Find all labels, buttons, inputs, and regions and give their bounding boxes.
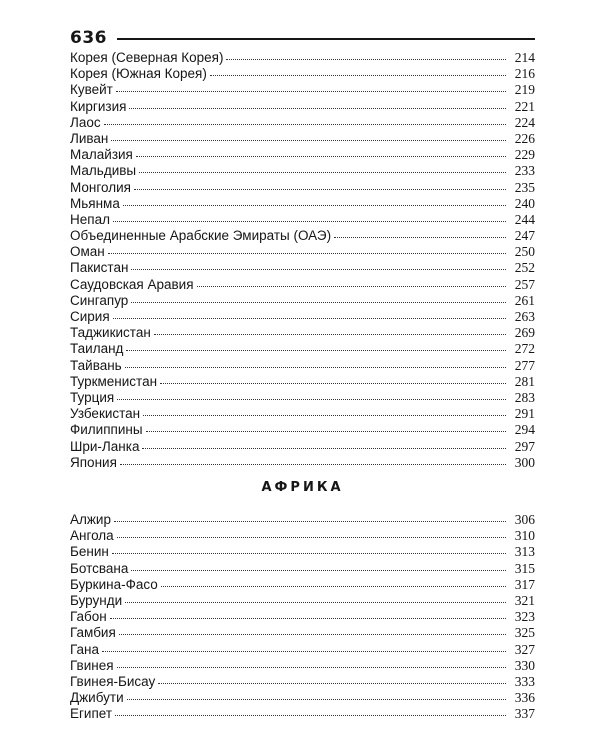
dot-leader <box>131 257 506 270</box>
dot-leader <box>113 209 506 222</box>
entry-page-number: 269 <box>514 325 535 341</box>
entry-page-number: 240 <box>514 195 535 211</box>
dot-leader <box>131 558 506 571</box>
entry-page-number: 261 <box>514 292 535 308</box>
entry-title: Киргизия <box>70 98 127 114</box>
entry-page-number: 214 <box>514 50 535 65</box>
entry-page-number: 323 <box>514 609 535 625</box>
entry-page-number: 221 <box>514 98 535 114</box>
entry-page-number: 297 <box>514 438 535 454</box>
entry-title: Бурунди <box>70 592 123 608</box>
entry-title: Таджикистан <box>70 325 151 341</box>
entry-title: Гамбия <box>70 625 116 641</box>
entry-page-number: 315 <box>514 560 535 576</box>
dot-leader <box>108 241 506 254</box>
entry-page-number: 257 <box>514 276 535 292</box>
entry-page-number: 252 <box>514 260 535 276</box>
entry-page-number: 250 <box>514 244 535 260</box>
entry-title: Монголия <box>70 179 131 195</box>
entry-title: Мьянма <box>70 195 120 211</box>
entry-title: Таиланд <box>70 341 124 357</box>
entry-page-number: 291 <box>514 406 535 422</box>
dot-leader <box>134 177 506 190</box>
entry-title: Ботсвана <box>70 560 129 576</box>
dot-leader <box>334 225 506 238</box>
header-rule <box>117 38 535 40</box>
entry-title: Пакистан <box>70 260 129 276</box>
entry-title: Гвинея-Бисау <box>70 673 156 689</box>
entry-title: Буркина-Фасо <box>70 576 158 592</box>
entry-title: Корея (Южная Корея) <box>70 66 207 82</box>
entry-page-number: 300 <box>514 454 535 470</box>
entry-page-number: 233 <box>514 163 535 179</box>
entry-page-number: 283 <box>514 389 535 405</box>
entry-page-number: 337 <box>514 706 535 722</box>
entry-title: Мальдивы <box>70 163 137 179</box>
entry-title: Малайзия <box>70 147 133 163</box>
page-number: 636 <box>70 27 107 48</box>
dot-leader <box>112 541 506 554</box>
entry-title: Лаос <box>70 114 101 130</box>
toc-list-asia <box>70 49 535 470</box>
entry-page-number: 336 <box>514 690 535 706</box>
dot-leader <box>210 63 506 76</box>
entry-title: Джибути <box>70 690 124 706</box>
entry-page-number: 247 <box>514 228 535 244</box>
section-heading-africa: АФРИКА <box>261 480 344 495</box>
dot-leader <box>146 419 506 432</box>
dot-leader <box>127 687 506 700</box>
entry-title: Филиппины <box>70 422 143 438</box>
dot-leader <box>129 96 506 109</box>
dot-leader <box>115 703 506 716</box>
dot-leader <box>117 525 506 538</box>
dot-leader <box>120 452 506 465</box>
entry-title: Сингапур <box>70 292 129 308</box>
dot-leader <box>110 606 506 619</box>
entry-title: Сирия <box>70 309 110 324</box>
dot-leader <box>113 306 506 319</box>
entry-title: Габон <box>70 609 107 625</box>
entry-title: Ливан <box>70 130 109 146</box>
entry-title: Япония <box>70 454 117 470</box>
dot-leader <box>226 47 506 60</box>
entry-title: Гана <box>70 641 100 657</box>
dot-leader <box>136 144 506 157</box>
toc-entry[interactable] <box>70 454 535 470</box>
entry-page-number: 306 <box>514 512 535 527</box>
dot-leader <box>117 655 506 668</box>
dot-leader <box>125 355 506 368</box>
entry-title: Тайвань <box>70 357 122 373</box>
dot-leader <box>142 436 506 449</box>
dot-leader <box>119 622 506 635</box>
entry-title: Египет <box>70 706 113 722</box>
entry-page-number: 313 <box>514 544 535 560</box>
entry-page-number: 317 <box>514 576 535 592</box>
dot-leader <box>143 403 506 416</box>
entry-page-number: 333 <box>514 673 535 689</box>
entry-page-number: 226 <box>514 130 535 146</box>
dot-leader <box>160 371 506 384</box>
entry-title: Узбекистан <box>70 406 141 422</box>
entry-page-number: 321 <box>514 592 535 608</box>
entry-page-number: 330 <box>514 657 535 673</box>
entry-page-number: 327 <box>514 641 535 657</box>
entry-title: Гвинея <box>70 657 114 673</box>
entry-title: Бенин <box>70 544 109 560</box>
entry-title: Саудовская Аравия <box>70 276 194 292</box>
dot-leader <box>111 128 506 141</box>
dot-leader <box>161 574 506 587</box>
dot-leader <box>102 639 506 652</box>
entry-page-number: 216 <box>514 66 535 82</box>
entry-title: Кувейт <box>70 82 113 98</box>
entry-page-number: 229 <box>514 147 535 163</box>
dot-leader <box>104 112 506 125</box>
entry-page-number: 263 <box>514 309 535 324</box>
entry-page-number: 281 <box>514 373 535 389</box>
entry-page-number: 294 <box>514 422 535 438</box>
dot-leader <box>139 160 506 173</box>
dot-leader <box>117 387 506 400</box>
entry-page-number: 224 <box>514 114 535 130</box>
dot-leader <box>125 590 506 603</box>
entry-title: Ангола <box>70 528 114 544</box>
entry-page-number: 235 <box>514 179 535 195</box>
dot-leader <box>126 338 506 351</box>
entry-title: Турция <box>70 389 115 405</box>
dot-leader <box>131 290 506 303</box>
toc-list-africa <box>70 511 535 721</box>
entry-title: Корея (Северная Корея) <box>70 50 224 65</box>
entry-title: Оман <box>70 244 105 260</box>
entry-title: Непал <box>70 211 110 227</box>
entry-page-number: 244 <box>514 211 535 227</box>
entry-page-number: 310 <box>514 528 535 544</box>
dot-leader <box>197 274 506 287</box>
dot-leader <box>123 193 506 206</box>
entry-title: Объединенные Арабские Эмираты (ОАЭ) <box>70 228 332 244</box>
toc-entry[interactable] <box>70 705 535 721</box>
entry-title: Туркменистан <box>70 373 158 389</box>
dot-leader <box>114 509 506 522</box>
dot-leader <box>154 322 506 335</box>
entry-page-number: 272 <box>514 341 535 357</box>
entry-title: Алжир <box>70 512 111 527</box>
entry-page-number: 219 <box>514 82 535 98</box>
dot-leader <box>116 79 506 92</box>
entry-page-number: 277 <box>514 357 535 373</box>
entry-title: Шри-Ланка <box>70 438 140 454</box>
entry-page-number: 325 <box>514 625 535 641</box>
dot-leader <box>158 671 506 684</box>
